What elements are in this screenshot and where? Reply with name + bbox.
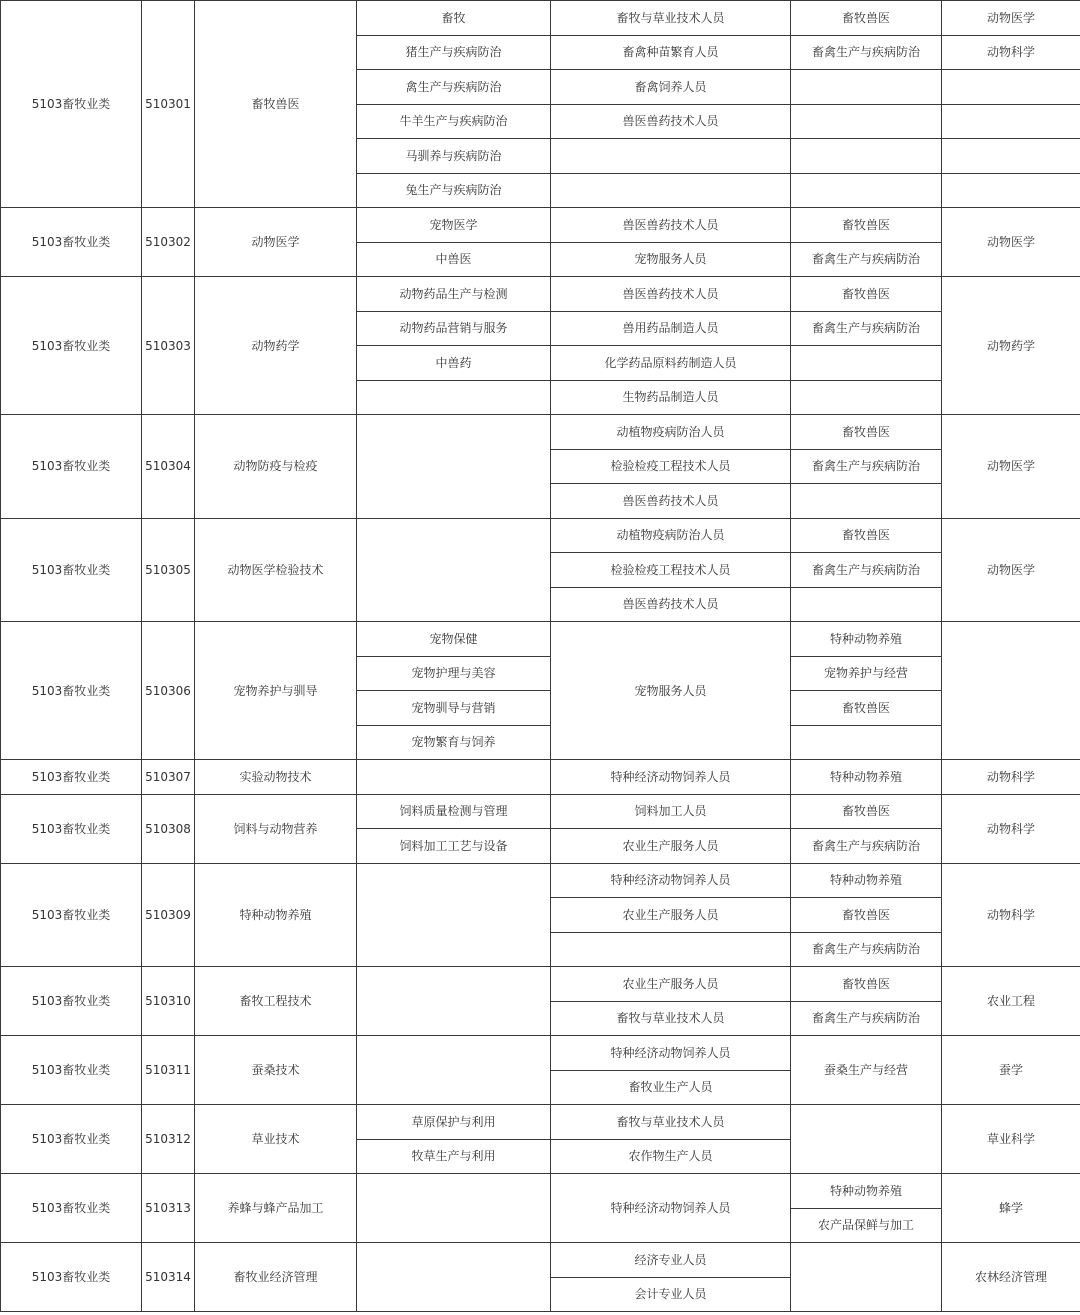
major-name-cell: 特种动物养殖: [195, 863, 357, 967]
occupation-cell: 兽用药品制造人员: [551, 311, 791, 346]
continuing-undergrad-cell: 动物科学: [942, 760, 1080, 795]
continuing-vocational-cell: 畜禽生产与疾病防治: [791, 449, 942, 484]
direction-cell: 宠物驯导与营销: [357, 691, 551, 726]
direction-cell: [357, 380, 551, 415]
table-row: [1, 863, 1080, 898]
direction-cell: 宠物护理与美容: [357, 656, 551, 691]
occupation-cell: 兽医兽药技术人员: [551, 208, 791, 243]
major-name-cell: 宠物养护与驯导: [195, 622, 357, 760]
direction-cell: 宠物繁育与饲养: [357, 725, 551, 760]
continuing-undergrad-cell: 动物医学: [942, 518, 1080, 622]
direction-cell: 宠物医学: [357, 208, 551, 243]
direction-cell: 猪生产与疾病防治: [357, 35, 551, 70]
code-cell: 510308: [142, 794, 195, 863]
category-cell: 5103畜牧业类: [1, 967, 142, 1036]
occupation-cell: 农业生产服务人员: [551, 898, 791, 933]
table-row: [1, 1, 1080, 36]
table-row: [1, 1105, 1080, 1140]
direction-cell: 兔生产与疾病防治: [357, 173, 551, 208]
occupation-cell: 兽医兽药技术人员: [551, 104, 791, 139]
occupation-cell: 化学药品原料药制造人员: [551, 346, 791, 381]
direction-cell: 动物药品生产与检测: [357, 277, 551, 312]
code-cell: 510304: [142, 415, 195, 519]
continuing-vocational-cell: 特种动物养殖: [791, 622, 942, 657]
continuing-vocational-cell: [791, 484, 942, 519]
continuing-vocational-cell: 畜牧兽医: [791, 967, 942, 1002]
code-cell: 510307: [142, 760, 195, 795]
occupation-cell: 经济专业人员: [551, 1243, 791, 1278]
continuing-undergrad-cell: 草业科学: [942, 1105, 1080, 1174]
table-row: [1, 794, 1080, 829]
continuing-vocational-cell: [791, 587, 942, 622]
occupation-cell: 农业生产服务人员: [551, 967, 791, 1002]
direction-cell: 饲料质量检测与管理: [357, 794, 551, 829]
category-cell: 5103畜牧业类: [1, 277, 142, 415]
occupation-cell: 生物药品制造人员: [551, 380, 791, 415]
continuing-vocational-cell: [791, 346, 942, 381]
continuing-vocational-cell: [791, 139, 942, 174]
category-cell: 5103畜牧业类: [1, 1105, 142, 1174]
major-name-cell: 动物防疫与检疫: [195, 415, 357, 519]
table-row: [1, 518, 1080, 553]
major-name-cell: 动物药学: [195, 277, 357, 415]
code-cell: 510301: [142, 1, 195, 208]
table-row: [1, 1036, 1080, 1071]
occupation-cell: 畜禽种苗繁育人员: [551, 35, 791, 70]
direction-cell: [357, 863, 551, 967]
continuing-undergrad-cell: [942, 104, 1080, 139]
code-cell: 510314: [142, 1243, 195, 1312]
continuing-vocational-cell: 畜牧兽医: [791, 518, 942, 553]
occupation-cell: 畜牧业生产人员: [551, 1070, 791, 1105]
major-name-cell: 蚕桑技术: [195, 1036, 357, 1105]
occupation-cell: 特种经济动物饲养人员: [551, 760, 791, 795]
table-body: [1, 1, 1080, 1312]
direction-cell: 马驯养与疾病防治: [357, 139, 551, 174]
occupation-cell: 检验检疫工程技术人员: [551, 449, 791, 484]
code-cell: 510311: [142, 1036, 195, 1105]
occupation-cell: 畜牧与草业技术人员: [551, 1001, 791, 1036]
occupation-cell: 动植物疫病防治人员: [551, 518, 791, 553]
continuing-vocational-cell: 畜禽生产与疾病防治: [791, 829, 942, 864]
direction-cell: 中兽药: [357, 346, 551, 381]
direction-cell: 畜牧: [357, 1, 551, 36]
continuing-undergrad-cell: 动物科学: [942, 35, 1080, 70]
continuing-vocational-cell: 蚕桑生产与经营: [791, 1036, 942, 1105]
continuing-vocational-cell: 畜禽生产与疾病防治: [791, 242, 942, 277]
continuing-vocational-cell: 畜牧兽医: [791, 794, 942, 829]
major-name-cell: 草业技术: [195, 1105, 357, 1174]
continuing-vocational-cell: 畜禽生产与疾病防治: [791, 553, 942, 588]
major-name-cell: 畜牧业经济管理: [195, 1243, 357, 1312]
direction-cell: 宠物保健: [357, 622, 551, 657]
continuing-undergrad-cell: 动物科学: [942, 863, 1080, 967]
continuing-vocational-cell: [791, 173, 942, 208]
code-cell: 510306: [142, 622, 195, 760]
major-name-cell: 畜牧工程技术: [195, 967, 357, 1036]
table-row: [1, 1174, 1080, 1209]
category-cell: 5103畜牧业类: [1, 415, 142, 519]
direction-cell: [357, 967, 551, 1036]
continuing-undergrad-cell: 农业工程: [942, 967, 1080, 1036]
direction-cell: 牧草生产与利用: [357, 1139, 551, 1174]
occupation-cell: 检验检疫工程技术人员: [551, 553, 791, 588]
code-cell: 510310: [142, 967, 195, 1036]
category-cell: 5103畜牧业类: [1, 1174, 142, 1243]
occupation-cell: 兽医兽药技术人员: [551, 587, 791, 622]
continuing-vocational-cell: 畜牧兽医: [791, 691, 942, 726]
major-name-cell: 动物医学检验技术: [195, 518, 357, 622]
continuing-vocational-cell: [791, 104, 942, 139]
occupation-cell: 畜牧与草业技术人员: [551, 1, 791, 36]
occupation-cell: 特种经济动物饲养人员: [551, 1036, 791, 1071]
direction-cell: [357, 760, 551, 795]
continuing-undergrad-cell: 蚕学: [942, 1036, 1080, 1105]
direction-cell: [357, 518, 551, 622]
occupation-cell: 宠物服务人员: [551, 622, 791, 760]
direction-cell: 动物药品营销与服务: [357, 311, 551, 346]
direction-cell: [357, 415, 551, 519]
continuing-undergrad-cell: 动物科学: [942, 794, 1080, 863]
continuing-vocational-cell: [791, 725, 942, 760]
table-row: [1, 415, 1080, 450]
continuing-undergrad-cell: [942, 173, 1080, 208]
continuing-vocational-cell: 畜牧兽医: [791, 1, 942, 36]
category-cell: 5103畜牧业类: [1, 518, 142, 622]
continuing-vocational-cell: [791, 70, 942, 105]
direction-cell: 牛羊生产与疾病防治: [357, 104, 551, 139]
direction-cell: 饲料加工工艺与设备: [357, 829, 551, 864]
major-name-cell: 实验动物技术: [195, 760, 357, 795]
category-cell: 5103畜牧业类: [1, 208, 142, 277]
continuing-undergrad-cell: 农林经济管理: [942, 1243, 1080, 1312]
continuing-vocational-cell: 畜禽生产与疾病防治: [791, 932, 942, 967]
continuing-vocational-cell: 畜牧兽医: [791, 208, 942, 243]
category-cell: 5103畜牧业类: [1, 863, 142, 967]
major-name-cell: 畜牧兽医: [195, 1, 357, 208]
continuing-vocational-cell: 特种动物养殖: [791, 863, 942, 898]
continuing-undergrad-cell: [942, 622, 1080, 760]
direction-cell: [357, 1036, 551, 1105]
occupation-cell: [551, 932, 791, 967]
major-name-cell: 饲料与动物营养: [195, 794, 357, 863]
continuing-undergrad-cell: 动物医学: [942, 208, 1080, 277]
occupation-cell: 特种经济动物饲养人员: [551, 863, 791, 898]
table-row: [1, 208, 1080, 243]
occupation-cell: [551, 139, 791, 174]
direction-cell: 中兽医: [357, 242, 551, 277]
occupation-cell: 畜禽饲养人员: [551, 70, 791, 105]
continuing-vocational-cell: 畜禽生产与疾病防治: [791, 311, 942, 346]
code-cell: 510312: [142, 1105, 195, 1174]
code-cell: 510303: [142, 277, 195, 415]
continuing-vocational-cell: 特种动物养殖: [791, 760, 942, 795]
occupation-cell: 特种经济动物饲养人员: [551, 1174, 791, 1243]
continuing-vocational-cell: 畜牧兽医: [791, 277, 942, 312]
continuing-vocational-cell: 畜牧兽医: [791, 898, 942, 933]
continuing-vocational-cell: 特种动物养殖: [791, 1174, 942, 1209]
code-cell: 510313: [142, 1174, 195, 1243]
occupation-cell: 兽医兽药技术人员: [551, 484, 791, 519]
occupation-cell: 饲料加工人员: [551, 794, 791, 829]
continuing-undergrad-cell: [942, 139, 1080, 174]
occupation-cell: 兽医兽药技术人员: [551, 277, 791, 312]
continuing-vocational-cell: 农产品保鲜与加工: [791, 1208, 942, 1243]
continuing-vocational-cell: 畜牧兽医: [791, 415, 942, 450]
continuing-undergrad-cell: 动物医学: [942, 1, 1080, 36]
major-name-cell: 动物医学: [195, 208, 357, 277]
major-name-cell: 养蜂与蜂产品加工: [195, 1174, 357, 1243]
category-cell: 5103畜牧业类: [1, 794, 142, 863]
table-row: [1, 760, 1080, 795]
occupation-cell: 动植物疫病防治人员: [551, 415, 791, 450]
continuing-undergrad-cell: 动物药学: [942, 277, 1080, 415]
continuing-vocational-cell: 宠物养护与经营: [791, 656, 942, 691]
continuing-undergrad-cell: 动物医学: [942, 415, 1080, 519]
code-cell: 510309: [142, 863, 195, 967]
table-row: [1, 622, 1080, 657]
continuing-undergrad-cell: 蜂学: [942, 1174, 1080, 1243]
category-cell: 5103畜牧业类: [1, 1243, 142, 1312]
table-row: [1, 967, 1080, 1002]
table-row: [1, 1243, 1080, 1278]
continuing-vocational-cell: 畜禽生产与疾病防治: [791, 1001, 942, 1036]
continuing-vocational-cell: [791, 1243, 942, 1312]
table-row: [1, 277, 1080, 312]
category-cell: 5103畜牧业类: [1, 1036, 142, 1105]
continuing-vocational-cell: [791, 1105, 942, 1174]
occupation-cell: 畜牧与草业技术人员: [551, 1105, 791, 1140]
direction-cell: 禽生产与疾病防治: [357, 70, 551, 105]
continuing-vocational-cell: 畜禽生产与疾病防治: [791, 35, 942, 70]
continuing-vocational-cell: [791, 380, 942, 415]
direction-cell: [357, 1243, 551, 1312]
occupation-cell: 宠物服务人员: [551, 242, 791, 277]
code-cell: 510302: [142, 208, 195, 277]
category-cell: 5103畜牧业类: [1, 622, 142, 760]
code-cell: 510305: [142, 518, 195, 622]
occupation-cell: 农作物生产人员: [551, 1139, 791, 1174]
category-cell: 5103畜牧业类: [1, 1, 142, 208]
direction-cell: 草原保护与利用: [357, 1105, 551, 1140]
occupation-cell: 会计专业人员: [551, 1277, 791, 1312]
direction-cell: [357, 1174, 551, 1243]
continuing-undergrad-cell: [942, 70, 1080, 105]
occupation-cell: 农业生产服务人员: [551, 829, 791, 864]
category-cell: 5103畜牧业类: [1, 760, 142, 795]
occupation-cell: [551, 173, 791, 208]
